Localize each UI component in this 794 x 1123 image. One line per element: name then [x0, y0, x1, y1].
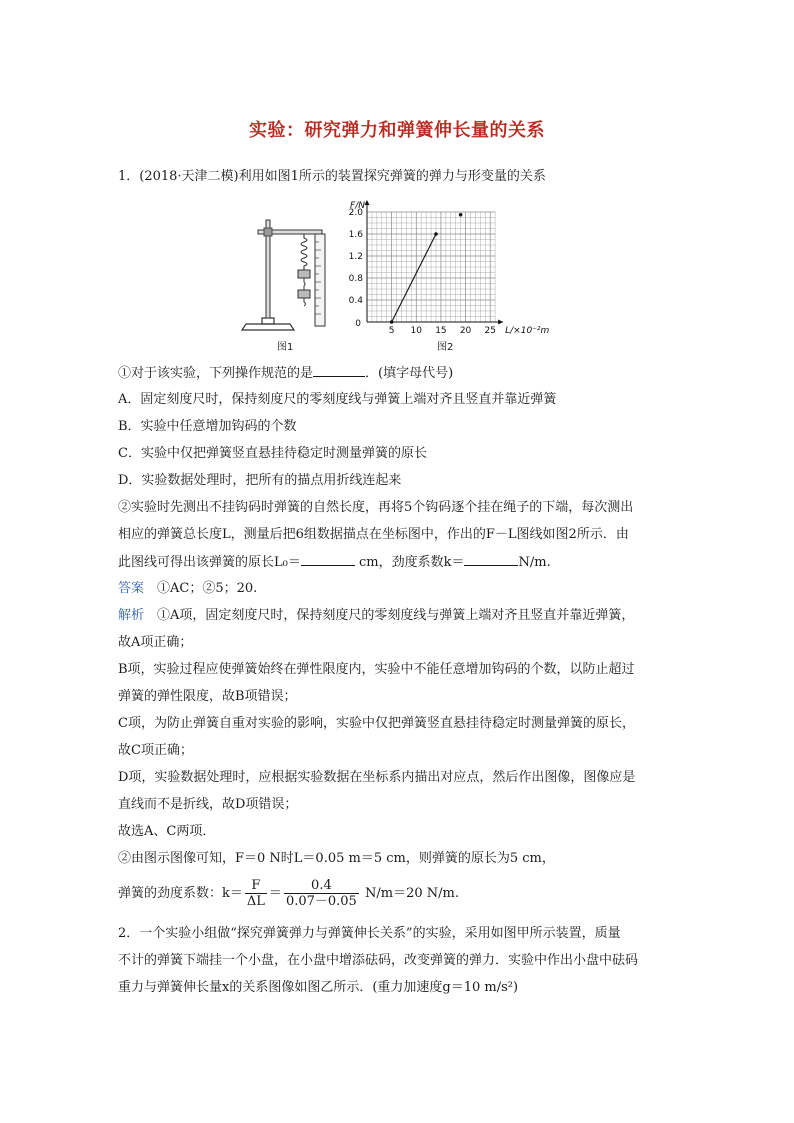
y-axis-label: F/N: [350, 201, 365, 211]
option-b: B．实验中任意增加钩码的个数: [118, 419, 297, 434]
analysis-line-4: 弹簧的弹性限度，故B项错误；: [118, 689, 297, 704]
sub2-text-a: 此图线可得出该弹簧的原长L₀＝: [118, 555, 301, 570]
formula-result: N/m＝20 N/m.: [364, 886, 459, 901]
x-tick-label: 15: [435, 326, 447, 336]
sub2-line-2: 相应的弹簧总长度L，测量后把6组数据描点在坐标图中，作出的F－L图线如图2所示．由: [118, 527, 629, 542]
analysis-line-1: [118, 607, 634, 625]
option-c: C．实验中仅把弹簧竖直悬挂待稳定时测量弹簧的原长: [118, 446, 427, 461]
analysis-line-5: C项，为防止弹簧自重对实验的影响，实验中仅把弹簧竖直悬挂待稳定时测量弹簧的原长，: [118, 716, 635, 731]
y-axis-arrow: [365, 200, 370, 205]
answer-blank-3[interactable]: [464, 553, 518, 566]
origin-label: 0: [355, 319, 361, 329]
analysis-line-9: 故选A、C两项．: [118, 824, 216, 839]
data-point: [459, 213, 463, 217]
fig2-chart: [340, 196, 570, 340]
answer-text: ①AC；②5；20.: [157, 581, 258, 596]
formula-prefix: 弹簧的劲度系数：k＝: [118, 886, 243, 901]
page-title: 实验：研究弹力和弹簧伸长量的关系: [249, 120, 545, 141]
x-tick-label: 10: [410, 326, 423, 336]
chart-axes: [365, 200, 504, 325]
fraction-numerator: F: [245, 878, 267, 894]
fraction-denominator: ΔL: [246, 894, 265, 909]
analysis-text-1: ①A项，固定刻度尺时，保持刻度尺的零刻度线与弹簧上端对齐且竖直并靠近弹簧，: [157, 608, 635, 623]
option-d: D．实验数据处理时，把所有的描点用折线连起来: [118, 473, 402, 488]
q2-line-2: 不计的弹簧下端挂一个小盘，在小盘中增添砝码，改变弹簧的弹力．实验中作出小盘中砝码: [118, 953, 639, 968]
y-tick-label: 0.8: [348, 274, 363, 284]
sub1-text: ①对于该实验，下列操作规范的是: [118, 366, 314, 381]
q1-stem: 1．(2018·天津二模)利用如图1所示的装置探究弹簧的弹力与形变量的关系: [118, 169, 546, 184]
answer-blank-1[interactable]: [313, 364, 365, 377]
y-tick-label: 1.2: [348, 252, 363, 262]
fraction-f-over-dl: [245, 878, 267, 909]
fig1-apparatus: [240, 212, 340, 336]
x-tick-label: 25: [484, 326, 496, 336]
fig1-caption: 图1: [277, 342, 294, 353]
y-tick-label: 0.4: [348, 296, 363, 306]
answer-line: [118, 580, 257, 598]
q2-line-1: 2．一个实验小组做“探究弹簧弹力与弹簧伸长关系”的实验，采用如图甲所示装置，质量: [118, 926, 621, 941]
analysis-line-3: B项，实验过程应使弹簧始终在弹性限度内，实验中不能任意增加钩码的个数，以防止超过: [118, 662, 635, 677]
sub1-tail: ．(填字母代号): [365, 366, 454, 381]
analysis-label: 解析: [118, 608, 145, 623]
sub2-text-c: N/m.: [518, 555, 551, 570]
data-point: [434, 232, 438, 236]
formula-equals: ＝: [268, 886, 282, 901]
x-axis-arrow: [498, 320, 503, 325]
sub2-line-1: ②实验时先测出不挂钩码时弹簧的自然长度，再将5个钩码逐个挂在绳子的下端，每次测出: [118, 500, 634, 515]
answer-label: 答案: [118, 581, 145, 596]
analysis-line-2: 故A项正确；: [118, 635, 193, 650]
x-axis-label: L/×10⁻²m: [505, 326, 550, 336]
chart-grid: [367, 212, 495, 322]
x-tick-label: 5: [388, 326, 395, 336]
data-point: [390, 320, 394, 324]
analysis-formula: [118, 878, 459, 910]
fig2-caption: 图2: [437, 342, 454, 353]
fraction-value-denominator: 0.07－0.05: [285, 894, 357, 909]
fraction-value-numerator: 0.4: [284, 878, 359, 894]
sub2-line-3: [118, 553, 551, 572]
answer-blank-2[interactable]: [301, 553, 355, 566]
y-tick-label: 1.6: [348, 230, 363, 240]
analysis-line-10: ②由图示图像可知，F＝0 N时L＝0.05 m＝5 cm，则弹簧的原长为5 cm，: [118, 851, 555, 866]
analysis-line-8: 直线而不是折线，故D项错误；: [118, 797, 298, 812]
y-tick-label: 2.0: [348, 208, 363, 218]
q2-line-3: 重力与弹簧伸长量x的关系图像如图乙所示．(重力加速度g＝10 m/s²): [118, 980, 519, 995]
q1-sub1: [118, 364, 453, 383]
x-tick-label: 20: [459, 326, 472, 336]
option-a: A．固定刻度尺时，保持刻度尺的零刻度线与弹簧上端对齐且竖直并靠近弹簧: [118, 392, 557, 407]
analysis-line-7: D项，实验数据处理时，应根据实验数据在坐标系内描出对应点，然后作出图像，图像应是: [118, 770, 636, 785]
analysis-line-6: 故C项正确；: [118, 743, 193, 758]
fraction-values: [284, 878, 359, 909]
sub2-text-b: cm，劲度系数k＝: [354, 555, 465, 570]
